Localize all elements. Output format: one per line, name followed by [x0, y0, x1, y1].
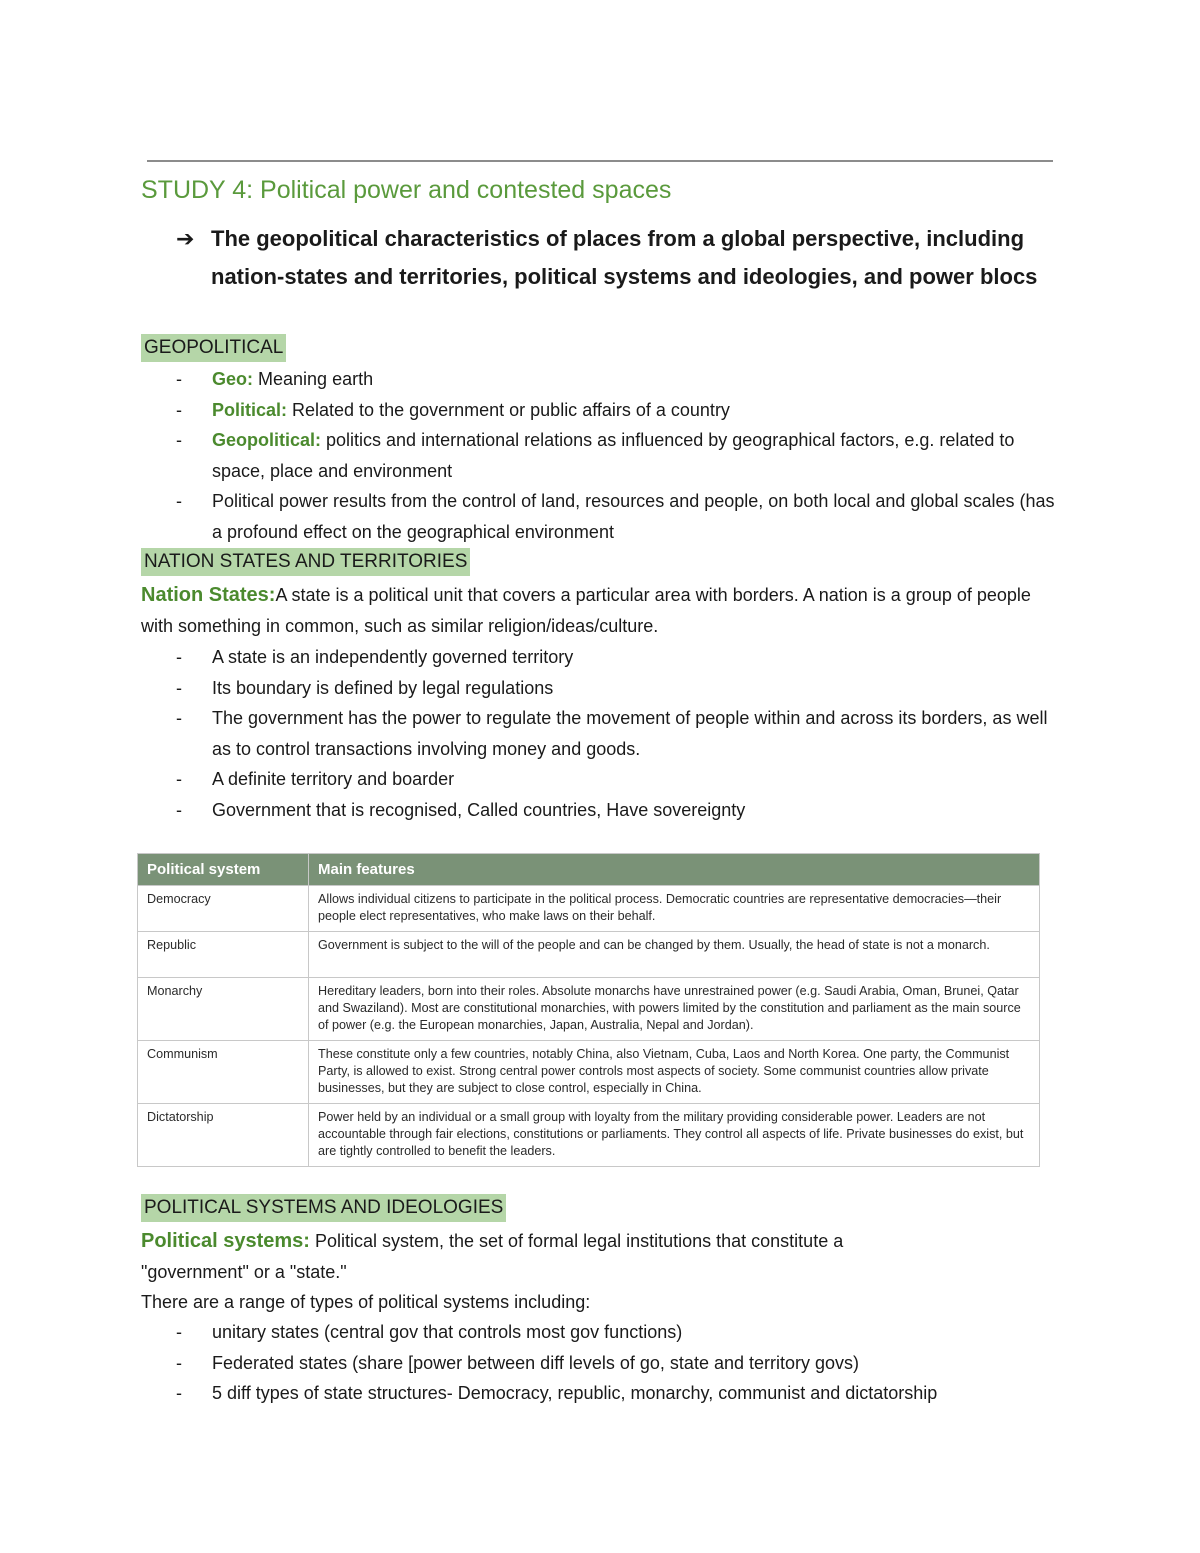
list-item-text: A definite territory and boarder — [212, 769, 455, 789]
subheading-text: The geopolitical characteristics of places from a global perspective, including nation-states and territories, political systems and ideologies, and power blocs — [211, 226, 1038, 289]
list-item-text: The government has the power to regulate the movement of people within and across its borders, as well as to control transactions involving money and goods. — [212, 708, 1048, 759]
list-item-text: 5 diff types of state structures- Democracy, republic, monarchy, communist and dictatorship — [212, 1383, 938, 1403]
column-header-features: Main features — [309, 854, 1040, 886]
section-heading-nation-states: NATION STATES AND TERRITORIES — [141, 548, 470, 576]
political-systems-list — [176, 1317, 1056, 1409]
bullet-dash: - — [176, 399, 182, 420]
arrow-icon: ➔ — [176, 226, 195, 251]
subheading — [176, 220, 1056, 296]
political-systems-table — [137, 853, 1040, 1167]
term-label: Geo: — [212, 369, 254, 389]
bullet-dash: - — [176, 799, 182, 820]
list-item — [176, 703, 1056, 764]
political-systems-lead: Political systems: — [141, 1230, 310, 1252]
list-item-text: Federated states (share [power between diff levels of go, state and territory govs) — [212, 1352, 860, 1373]
list-item — [176, 395, 1056, 426]
political-systems-intro-text: Political system, the set of formal legal institutions that constitute a "government" or a "state." — [141, 1231, 844, 1282]
list-item-text: A state is an independently governed territory — [212, 647, 574, 667]
features-cell: Government is subject to the will of the people and can be changed by them. Usually, the head of state is not a monarch. — [309, 932, 1040, 978]
table-row — [138, 978, 1040, 1041]
page-title: STUDY 4: Political power and contested spaces — [141, 176, 672, 204]
list-item-text: Political power results from the control of land, resources and people, on both local and global scales (has a profound effect on the geographical environment — [212, 491, 1055, 542]
table-header-row — [138, 854, 1040, 886]
geopolitical-list — [176, 364, 1056, 547]
system-cell: Republic — [138, 932, 309, 978]
bullet-dash: - — [176, 369, 182, 389]
nation-states-list — [176, 642, 1056, 825]
list-item — [176, 764, 1056, 795]
nation-states-intro-text: A state is a political unit that covers a particular area with borders. A nation is a group of people with something in common, such as similar religion/ideas/culture. — [141, 585, 1031, 636]
term-label: Political: — [212, 399, 288, 420]
bullet-dash: - — [176, 677, 182, 698]
top-horizontal-rule — [147, 160, 1053, 162]
term-label: Geopolitical: — [212, 430, 322, 450]
term-definition: Related to the government or public affairs of a country — [287, 399, 730, 420]
list-item-text: Government that is recognised, Called countries, Have sovereignty — [212, 799, 746, 820]
bullet-dash: - — [176, 430, 182, 450]
list-item-text: unitary states (central gov that controls most gov functions) — [212, 1322, 683, 1342]
bullet-dash: - — [176, 769, 182, 789]
table-row — [138, 886, 1040, 932]
bullet-dash: - — [176, 708, 182, 728]
political-systems-range-text: There are a range of types of political systems including: — [141, 1292, 591, 1312]
table-row — [138, 932, 1040, 978]
system-cell: Dictatorship — [138, 1104, 309, 1167]
list-item — [176, 795, 1056, 826]
features-cell: Allows individual citizens to participate in the political process. Democratic countries are representative democracies—their people elect representatives, who make laws on their behalf. — [309, 886, 1040, 932]
system-cell: Monarchy — [138, 978, 309, 1041]
features-cell: Power held by an individual or a small group with loyalty from the military providing considerable power. Leaders are not accountable through fair elections, constitutions or parliaments. They control all aspects of life. Private businesses do exist, but are tightly controlled to benefit the leaders. — [309, 1104, 1040, 1167]
section-heading-political-systems: POLITICAL SYSTEMS AND IDEOLOGIES — [141, 1194, 506, 1222]
bullet-dash: - — [176, 647, 182, 667]
list-item — [176, 1348, 1056, 1379]
term-definition: politics and international relations as influenced by geographical factors, e.g. related to space, place and environment — [212, 430, 1015, 481]
bullet-dash: - — [176, 491, 182, 511]
list-item — [176, 425, 1056, 486]
nation-states-lead: Nation States: — [141, 584, 276, 606]
list-item — [176, 1378, 1056, 1409]
features-cell: These constitute only a few countries, notably China, also Vietnam, Cuba, Laos and North Korea. One party, the Communist Party, is allowed to exist. Strong central power controls most aspects of society. Some communist countries allow private businesses, but they are subject to close control, especially in China. — [309, 1041, 1040, 1104]
features-cell: Hereditary leaders, born into their roles. Absolute monarchs have unrestrained power (e.g. Saudi Arabia, Oman, Brunei, Qatar and Swaziland). Most are constitutional monarchies, with powers limited by the constitution and parliament as the main source of power (e.g. the European monarchies, Japan, Australia, Nepal and Jordan). — [309, 978, 1040, 1041]
term-definition: Meaning earth — [253, 369, 374, 389]
table-row — [138, 1041, 1040, 1104]
list-item-text: Its boundary is defined by legal regulations — [212, 677, 554, 698]
bullet-dash: - — [176, 1352, 182, 1373]
bullet-dash: - — [176, 1383, 182, 1403]
system-cell: Democracy — [138, 886, 309, 932]
nation-states-intro — [141, 580, 1061, 642]
list-item — [176, 673, 1056, 704]
political-systems-intro — [141, 1226, 941, 1288]
table-row — [138, 1104, 1040, 1167]
bullet-dash: - — [176, 1322, 182, 1342]
list-item — [176, 486, 1056, 547]
list-item — [176, 1317, 1056, 1348]
column-header-system: Political system — [138, 854, 309, 886]
section-heading-geopolitical: GEOPOLITICAL — [141, 334, 286, 362]
system-cell: Communism — [138, 1041, 309, 1104]
list-item — [176, 364, 1056, 395]
list-item — [176, 642, 1056, 673]
